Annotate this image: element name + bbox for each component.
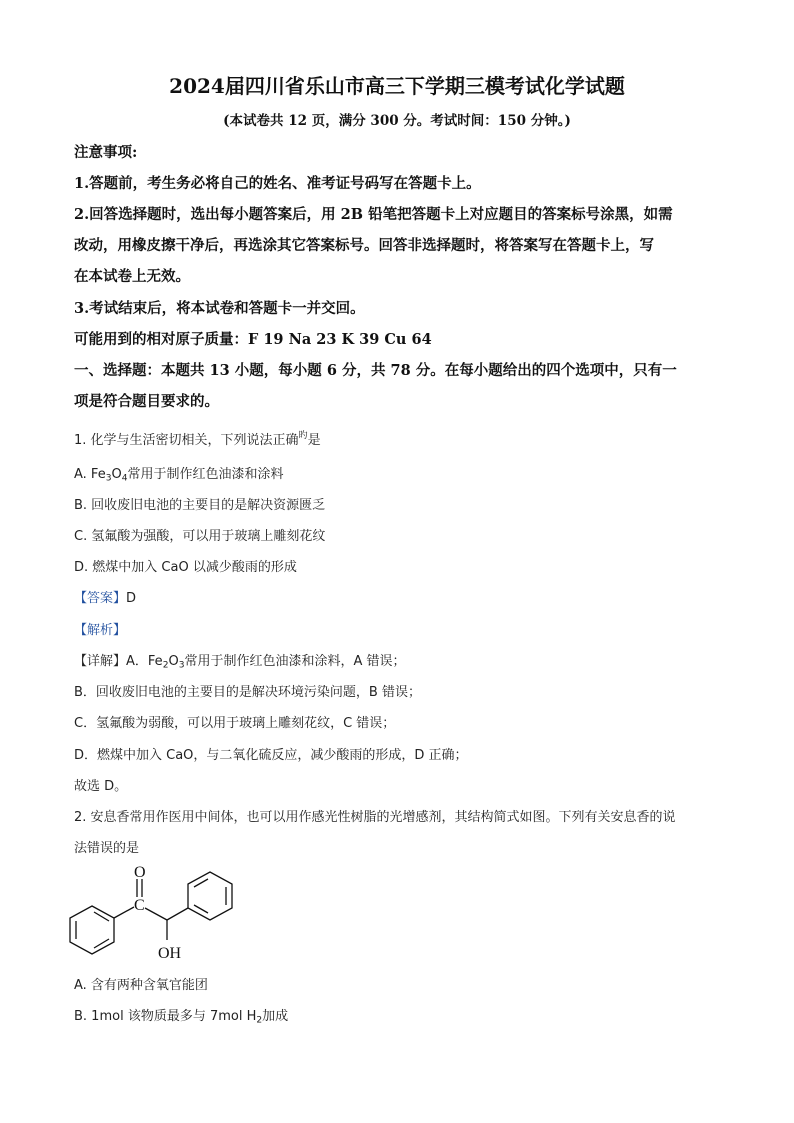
q1-conclusion: 故选 D。 [74, 779, 128, 794]
note-item-1: 1.答题前，考生务必将自己的姓名、准考证号码写在答题卡上。 [74, 175, 481, 192]
answer-value: D [126, 591, 137, 606]
note-item-2-line-2: 改动，用橡皮擦干净后，再选涂其它答案标号。回答非选择题时，将答案写在答题卡上，写 [74, 237, 654, 254]
carbonyl-to-ch-bond [145, 908, 167, 920]
q2-option-b-sub: 2 [256, 1015, 263, 1026]
q1-option-a-pre: A. Fe [74, 467, 106, 482]
detail-label: 【详解】 [74, 654, 127, 669]
answer-label: 【答案】 [74, 591, 127, 606]
atomic-masses: 可能用到的相对原子质量：F 19 Na 23 K 39 Cu 64 [74, 331, 432, 348]
benzoin-structure-diagram [68, 860, 238, 966]
page-subtitle: (本试卷共 12 页，满分 300 分。考试时间：150 分钟。) [223, 113, 571, 129]
q1-answer [74, 587, 136, 606]
q1-detail-a-mid: O [168, 654, 179, 669]
q1-detail-a-sub-2: 3 [178, 660, 185, 671]
note-item-2-line-3: 在本试卷上无效。 [74, 268, 190, 285]
q1-detail-b: B．回收废旧电池的主要目的是解决环境污染问题，B 错误； [74, 685, 421, 700]
q1-option-b: B. 回收废旧电池的主要目的是解决资源匮乏 [74, 498, 326, 513]
q1-option-c: C. 氢氟酸为强酸，可以用于玻璃上雕刻花纹 [74, 529, 326, 544]
q1-stem-tail: 是 [307, 433, 321, 448]
notes-heading: 注意事项: [74, 144, 138, 161]
carbon-atom-label: C [134, 897, 145, 914]
q1-option-a-mid: O [111, 467, 122, 482]
note-item-2-line-1: 2.回答选择题时，选出每小题答案后，用 2B 铅笔把答题卡上对应题目的答案标号涂黑，如需 [74, 206, 673, 223]
q1-option-a-post: 常用于制作红色油漆和涂料 [127, 467, 284, 482]
q1-detail-a [74, 650, 406, 669]
q1-option-d: D. 燃煤中加入 CaO 以减少酸雨的形成 [74, 560, 297, 575]
q2-option-b-post: 加成 [262, 1009, 289, 1024]
ring-to-carbonyl-bond [114, 907, 134, 918]
q2-option-b-pre: B. 1mol 该物质最多与 7mol H [74, 1009, 257, 1024]
q1-detail-d: D．燃煤中加入 CaO，与二氧化硫反应，减少酸雨的形成，D 正确； [74, 748, 468, 763]
section-heading-line-1: 一、选择题：本题共 13 小题，每小题 6 分，共 78 分。在每小题给出的四个选项中，只有一 [74, 362, 677, 379]
hydroxyl-group-label: OH [158, 945, 182, 962]
q1-stem [74, 428, 321, 448]
q1-stem-text: 1. 化学与生活密切相关，下列说法正确 [74, 433, 299, 448]
note-item-3: 3.考试结束后，将本试卷和答题卡一并交回。 [74, 300, 365, 317]
q1-detail-a-sub-1: 2 [162, 660, 169, 671]
q2-stem-line-1: 2. 安息香常用作医用中间体，也可以用作感光性树脂的光增感剂，其结构简式如图。下列有关安息香的说 [74, 810, 676, 825]
q1-option-a-sub-2: 4 [121, 473, 128, 484]
q2-stem-line-2: 法错误的是 [74, 841, 140, 856]
q2-option-a: A. 含有两种含氧官能团 [74, 978, 208, 993]
q2-option-b [74, 1005, 288, 1024]
page-title: 2024届四川省乐山市高三下学期三模考试化学试题 [169, 74, 625, 98]
q1-detail-a-post: 常用于制作红色油漆和涂料，A 错误； [184, 654, 406, 669]
section-heading-line-2: 项是符合题目要求的。 [74, 393, 219, 410]
q1-detail-a-pre: A．Fe [126, 654, 163, 669]
q1-stem-glyph: 旳 [298, 431, 308, 441]
ch-to-right-ring-bond [167, 908, 188, 920]
oxygen-atom-label: O [134, 864, 146, 881]
q1-option-a-sub-1: 3 [105, 473, 112, 484]
q1-option-a [74, 463, 284, 482]
q1-detail-c: C．氢氟酸为弱酸，可以用于玻璃上雕刻花纹，C 错误； [74, 716, 396, 731]
analysis-label: 【解析】 [74, 623, 127, 638]
